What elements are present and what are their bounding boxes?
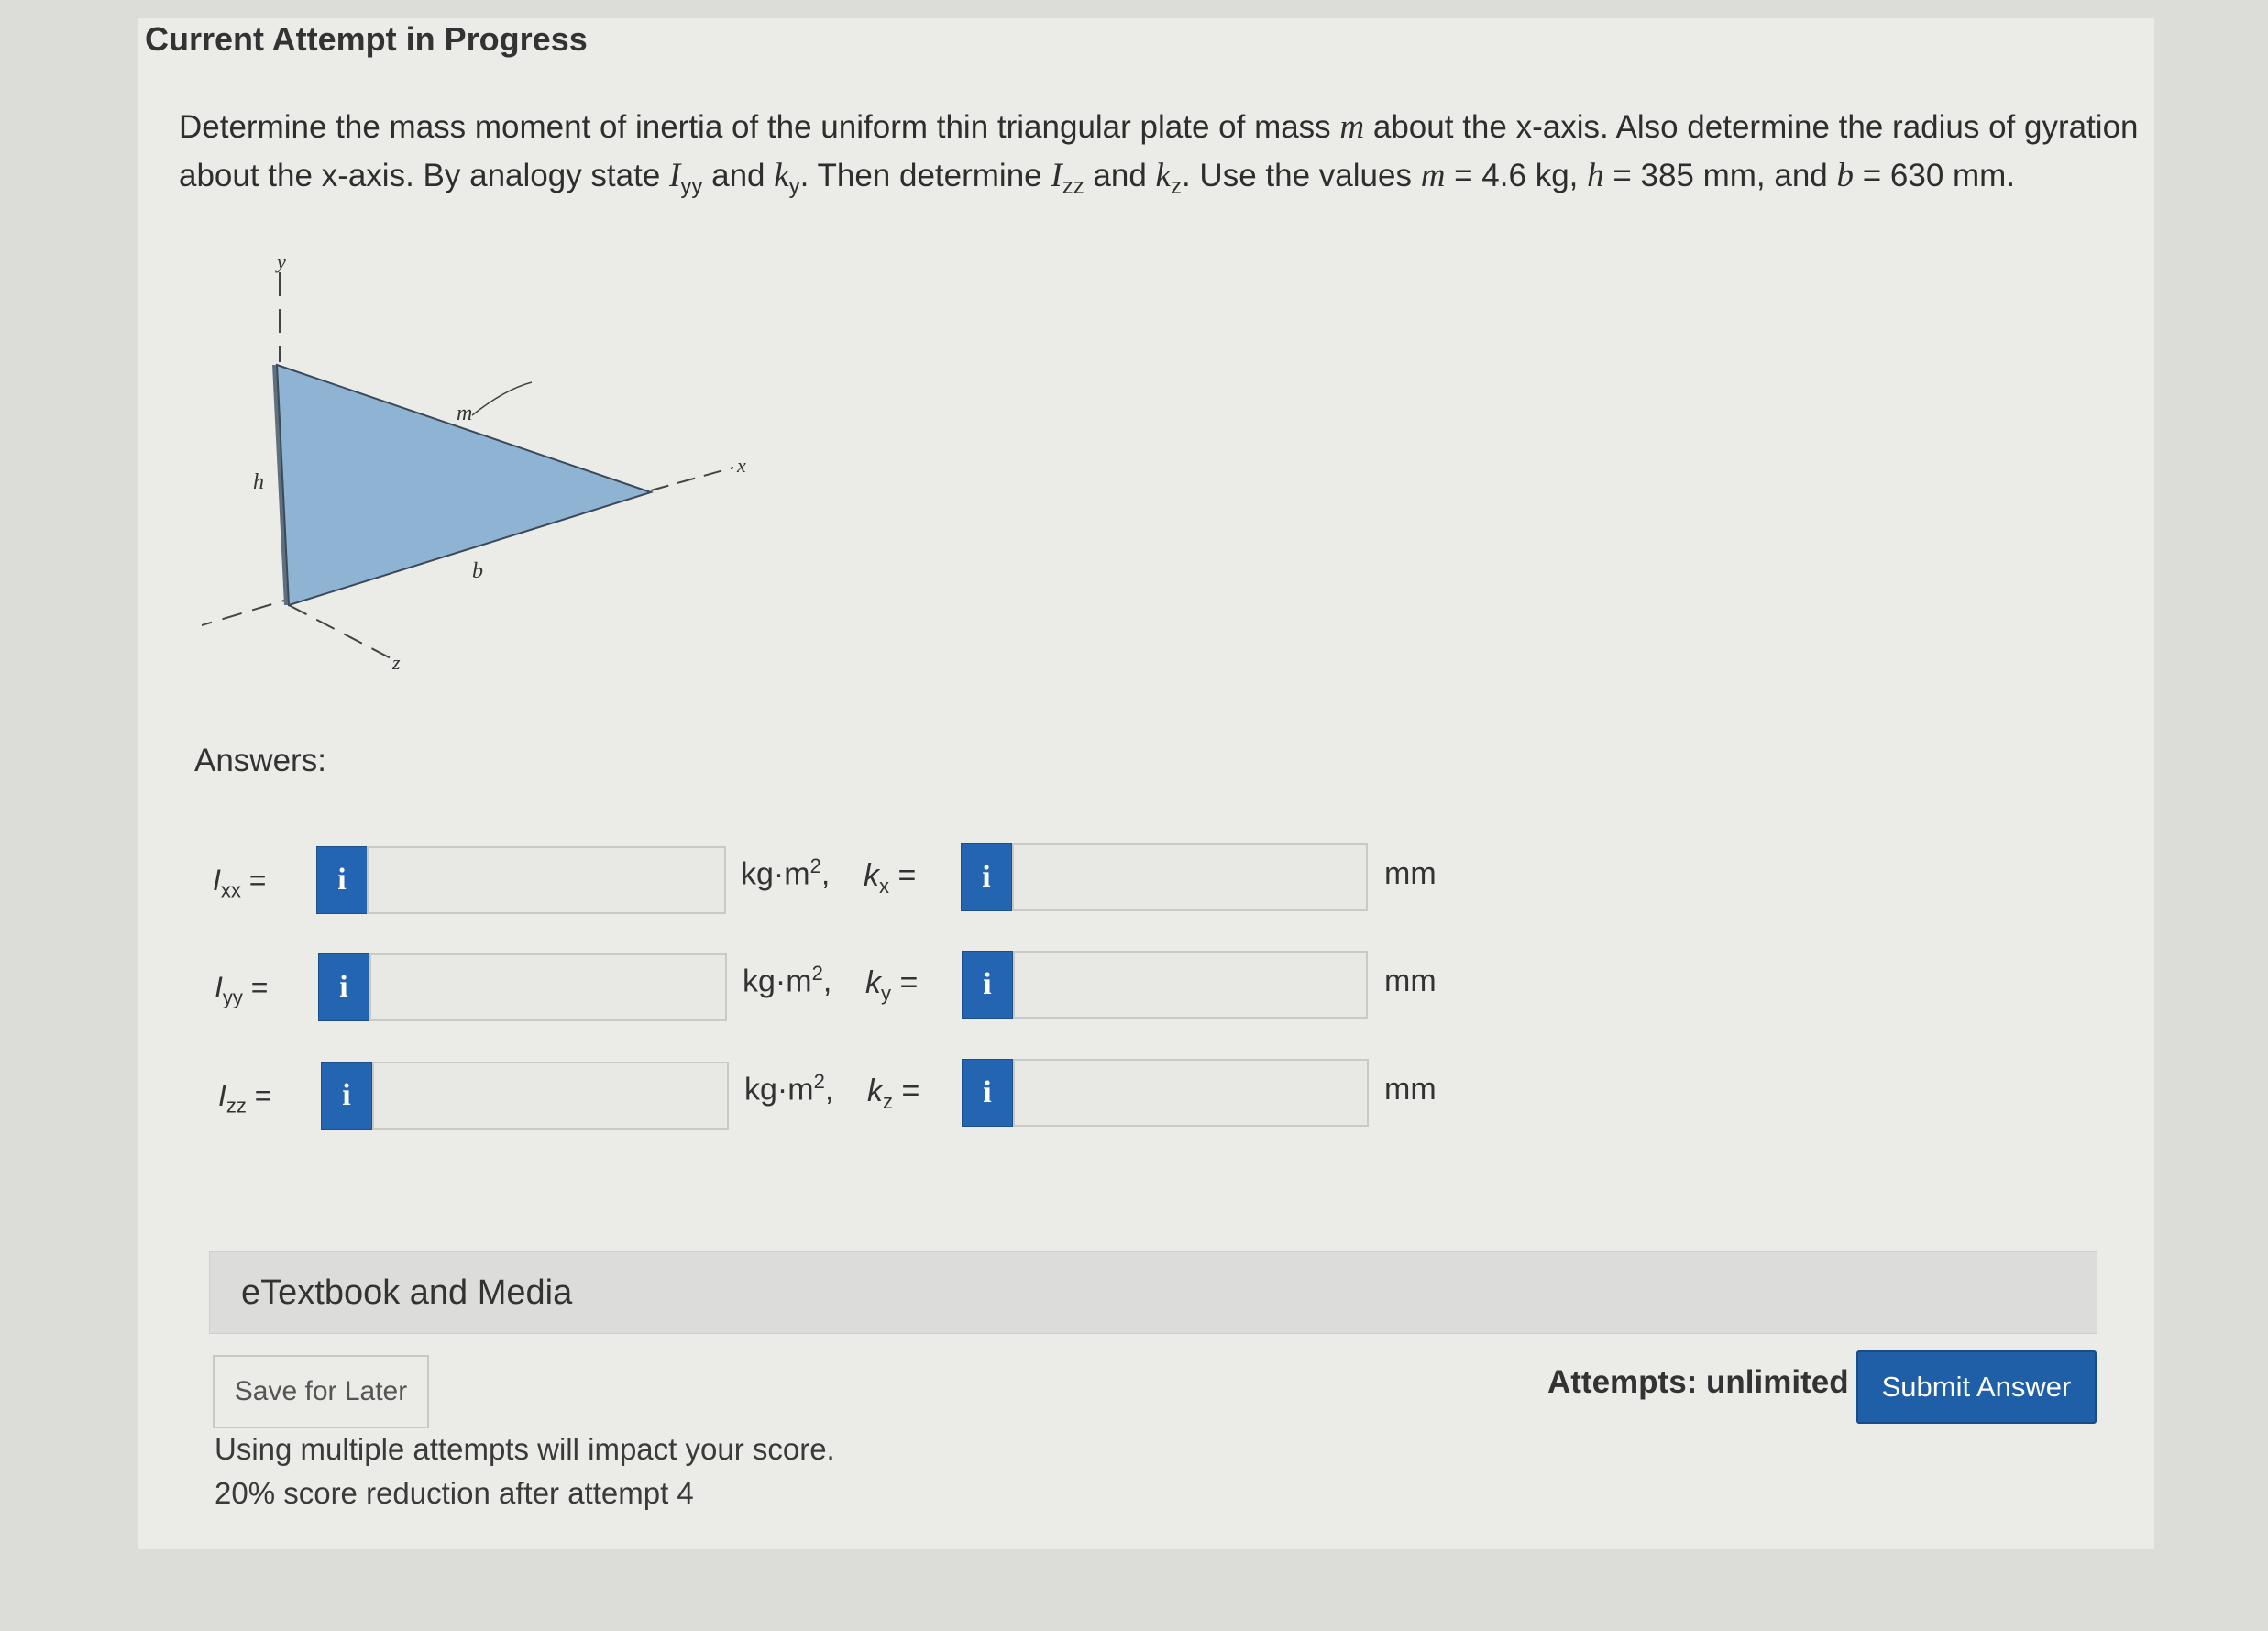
var-m: m (1339, 108, 1365, 146)
question-part: and (702, 158, 775, 193)
I-letter: I (213, 864, 221, 897)
mm-unit: mm (1384, 964, 1437, 998)
label-m: m (457, 402, 473, 425)
question-part: . Use the values (1181, 158, 1421, 193)
var-h: h (1587, 157, 1604, 194)
subscript: xx (220, 878, 241, 902)
question-part: Determine the mass moment of inertia of the uniform thin triangular plate of mass (179, 109, 1340, 145)
k-letter: k (865, 965, 881, 1000)
answer-row-yy (0, 951, 1558, 1024)
subscript: yy (680, 174, 703, 199)
subscript: z (1170, 174, 1182, 199)
etextbook-media-section[interactable]: eTextbook and Media (209, 1251, 2097, 1334)
ky-input[interactable] (1013, 951, 1368, 1019)
neg-x-axis (202, 601, 284, 628)
ky-label (865, 965, 918, 1006)
answers-label: Answers: (194, 743, 326, 778)
label-b: b (472, 559, 483, 583)
subscript: z (883, 1089, 893, 1113)
label-y: y (277, 252, 286, 273)
unit-comma: , (820, 856, 831, 892)
equals: = (893, 1074, 920, 1108)
equals: = (246, 1079, 272, 1112)
unit-exponent: 2 (813, 1070, 825, 1093)
var-I: I (669, 157, 681, 194)
answer-row-xx (0, 843, 1558, 917)
unit-exponent: 2 (811, 962, 823, 985)
question-part: about the x-axis. Also determine the radius of gyration about the x-axis. By analogy state (179, 109, 2139, 193)
kgm2-unit (741, 854, 830, 892)
unit-comma: , (822, 964, 832, 999)
question-part: . Then determine (799, 158, 1051, 193)
var-k: k (774, 157, 789, 194)
unit-text: kg·m (744, 1072, 814, 1108)
subscript: y (881, 981, 891, 1005)
k-letter: k (864, 858, 879, 893)
unit-text: kg·m (741, 856, 810, 892)
var-k: k (1155, 157, 1171, 194)
label-z: z (392, 651, 401, 674)
equals: = (240, 864, 267, 897)
unit-exponent: 2 (809, 854, 821, 877)
iyy-input[interactable] (369, 953, 727, 1021)
mass-leader-line (472, 382, 532, 415)
equals: = (242, 971, 269, 1004)
mm-unit: mm (1384, 856, 1437, 891)
subscript: yy (222, 986, 243, 1009)
triangular-plate-figure (202, 252, 770, 683)
info-icon[interactable]: i (962, 1059, 1013, 1127)
ixx-label (213, 864, 266, 902)
kx-label (864, 858, 916, 898)
unit-text: kg·m (743, 964, 812, 999)
label-x: x (737, 454, 746, 477)
save-for-later-button[interactable]: Save for Later (213, 1355, 429, 1428)
submit-answer-button[interactable]: Submit Answer (1856, 1350, 2097, 1424)
info-icon[interactable]: i (316, 846, 368, 914)
kx-input[interactable] (1012, 843, 1368, 911)
kz-label (867, 1074, 919, 1114)
attempts-note: Using multiple attempts will impact your score. (215, 1432, 835, 1466)
k-letter: k (867, 1074, 883, 1108)
izz-label (218, 1079, 271, 1118)
subscript: zz (226, 1094, 247, 1118)
subscript: y (788, 174, 800, 199)
equals: = (891, 965, 919, 1000)
mm-unit: mm (1384, 1072, 1437, 1107)
question-part: = 385 mm, and (1603, 158, 1837, 193)
attempts-label: Attempts: unlimited (1547, 1364, 1849, 1400)
z-axis (289, 605, 394, 660)
question-part: = 630 mm. (1854, 158, 2016, 193)
var-m: m (1420, 157, 1446, 194)
subscript: zz (1062, 174, 1084, 199)
answer-row-zz (0, 1059, 1558, 1132)
I-letter: I (218, 1079, 226, 1112)
equals: = (889, 858, 917, 893)
iyy-label (215, 971, 268, 1009)
subscript: x (879, 874, 889, 898)
izz-input[interactable] (372, 1062, 729, 1130)
question-part: and (1084, 158, 1156, 193)
question-part: = 4.6 kg, (1445, 158, 1588, 193)
kgm2-unit (744, 1070, 833, 1108)
I-letter: I (215, 971, 223, 1004)
info-icon[interactable]: i (318, 953, 369, 1021)
kz-input[interactable] (1013, 1059, 1369, 1127)
info-icon[interactable]: i (321, 1062, 372, 1130)
ixx-input[interactable] (367, 846, 726, 914)
page-title: Current Attempt in Progress (145, 20, 588, 58)
var-b: b (1836, 157, 1854, 194)
score-reduction-note: 20% score reduction after attempt 4 (215, 1476, 694, 1510)
x-axis (651, 468, 733, 490)
kgm2-unit (743, 962, 831, 999)
var-I: I (1051, 157, 1062, 194)
unit-comma: , (824, 1072, 834, 1108)
question-text (179, 103, 2150, 211)
info-icon[interactable]: i (962, 951, 1013, 1019)
info-icon[interactable]: i (961, 843, 1012, 911)
label-h: h (253, 470, 264, 494)
